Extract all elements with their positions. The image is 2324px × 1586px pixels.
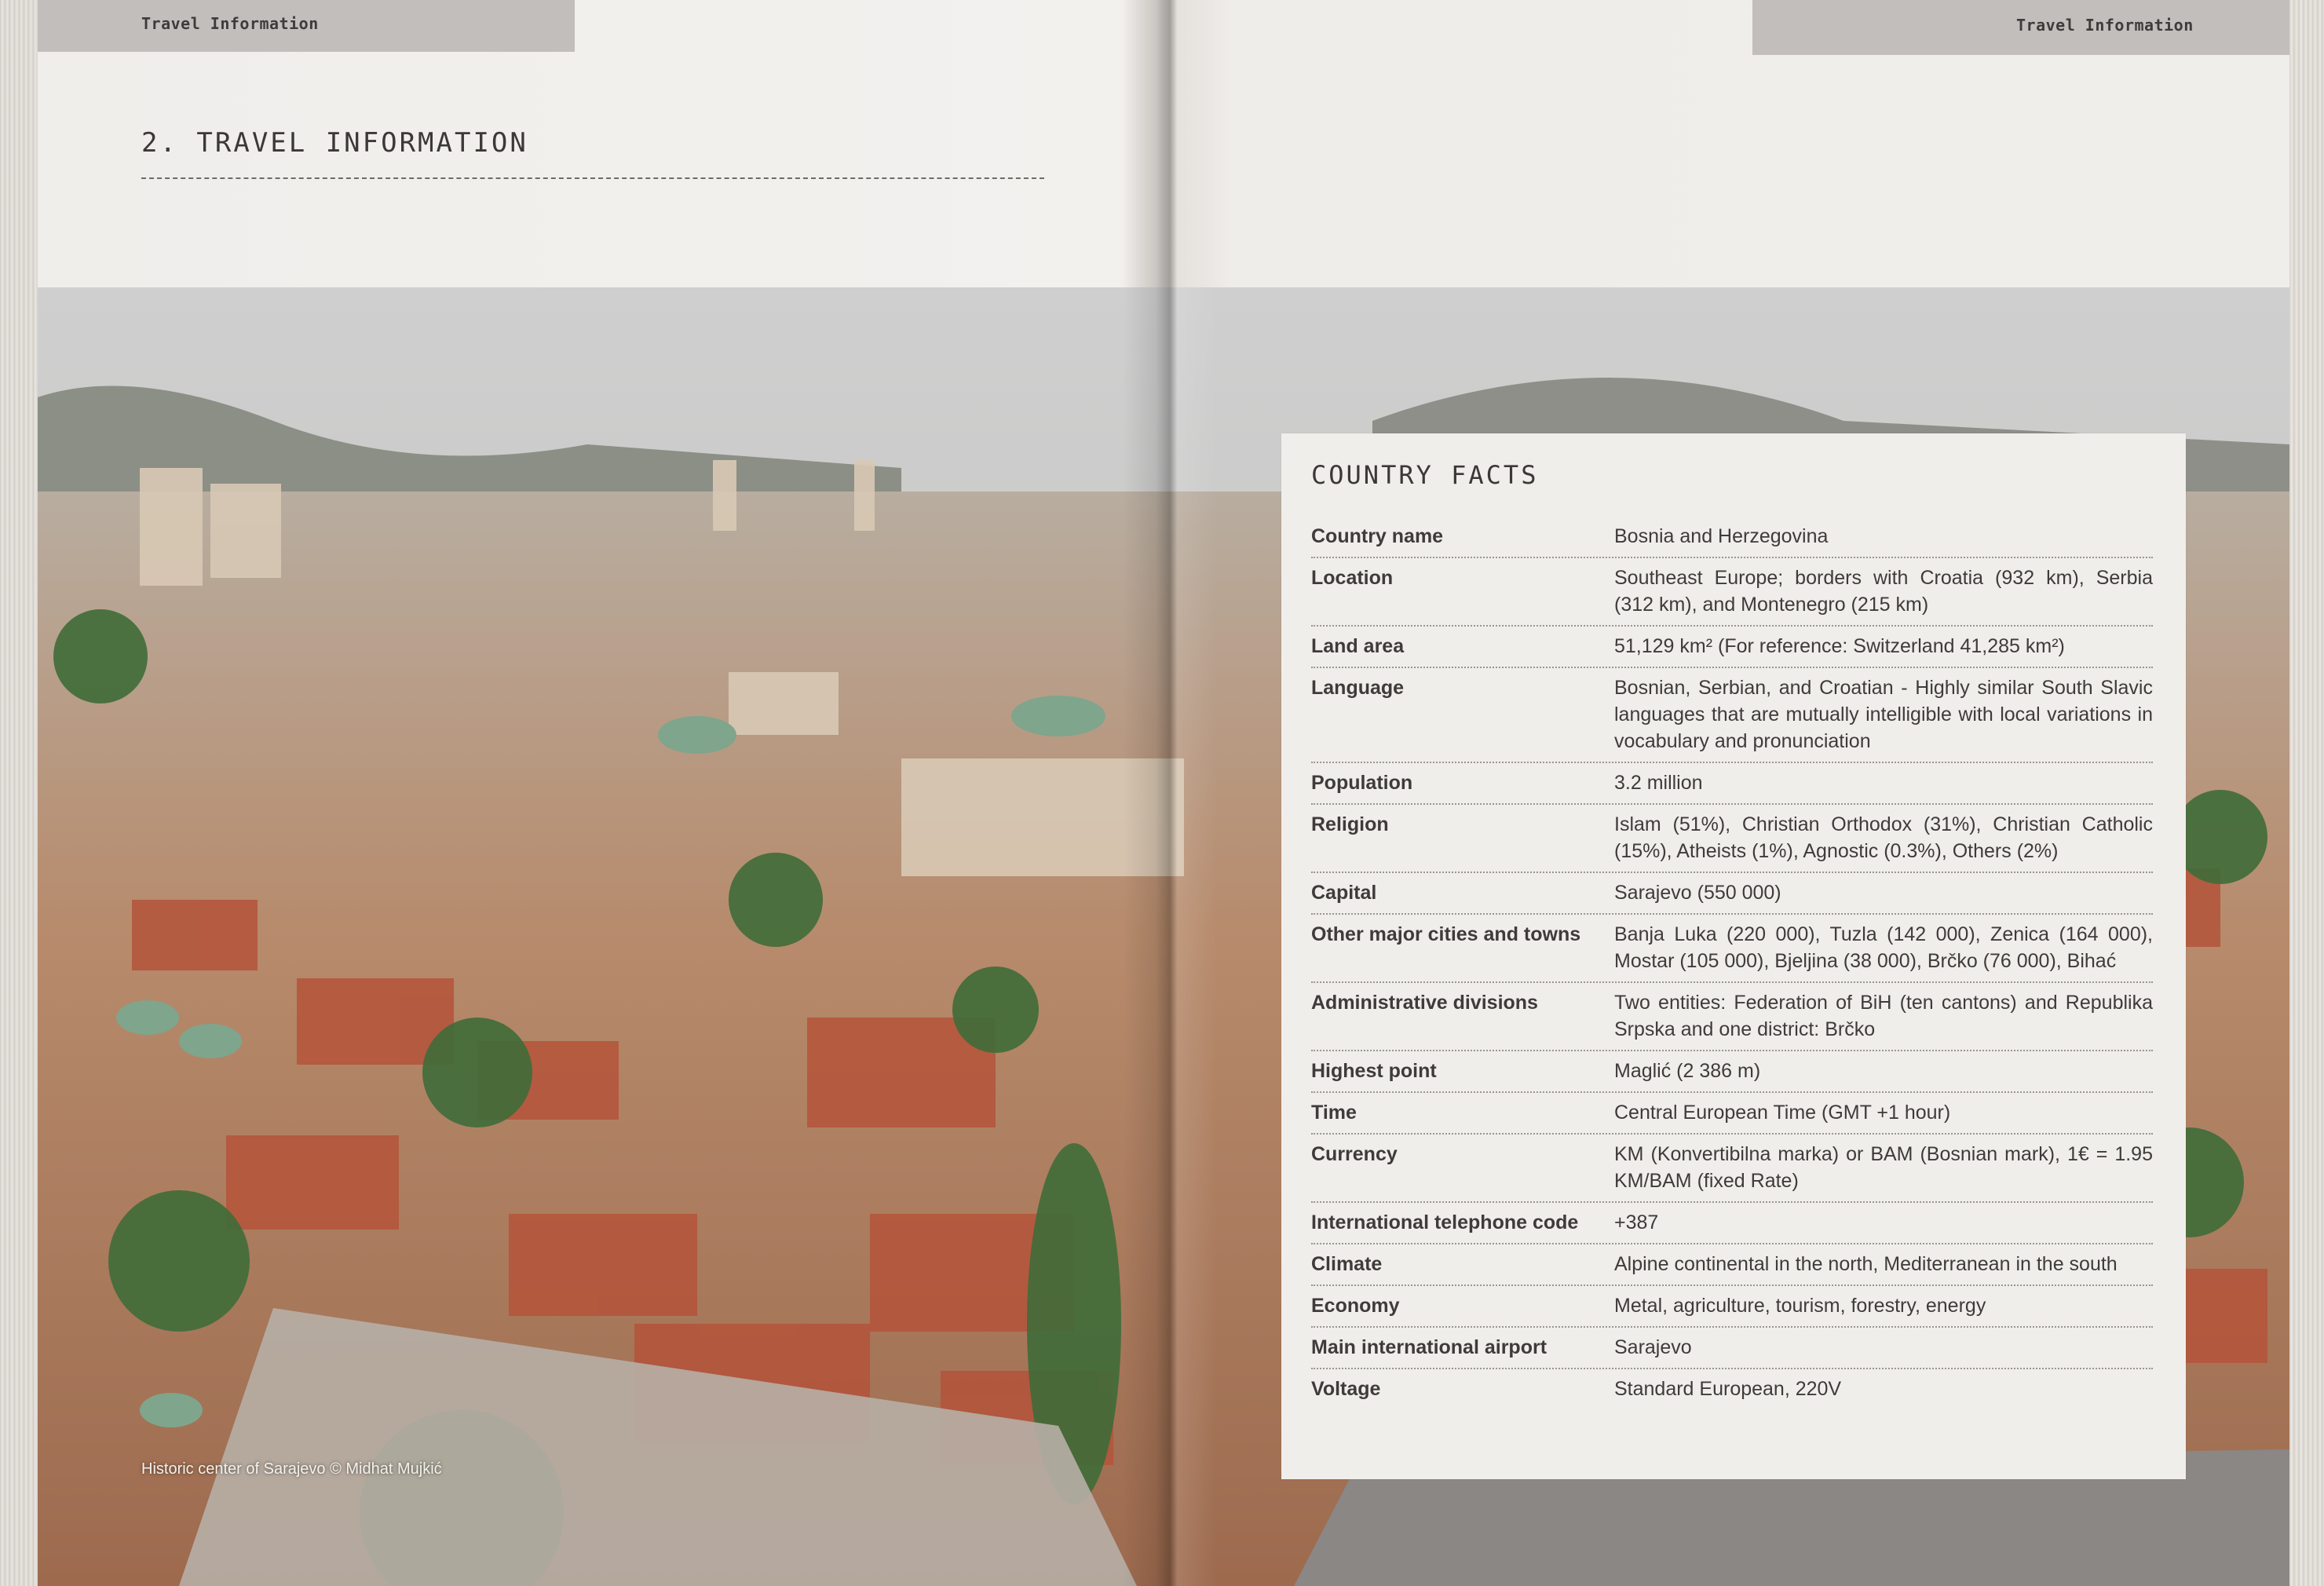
running-head-right: Travel Information bbox=[2016, 16, 2194, 35]
fact-label: Administrative divisions bbox=[1311, 992, 1538, 1014]
page-edge-left bbox=[0, 0, 38, 1586]
fact-row bbox=[1311, 558, 2153, 627]
fact-value: Islam (51%), Christian Orthodox (31%), Christian Catholic (15%), Atheists (1%), Agnostic (0.3%), Others (2%) bbox=[1614, 813, 2153, 862]
fact-label: Climate bbox=[1311, 1253, 1383, 1275]
fact-row bbox=[1311, 983, 2153, 1051]
fact-row bbox=[1311, 873, 2153, 915]
fact-value: Standard European, 220V bbox=[1614, 1378, 1842, 1400]
country-facts-table bbox=[1311, 517, 2153, 1409]
fact-value: Maglić (2 386 m) bbox=[1614, 1060, 1761, 1082]
fact-label: Religion bbox=[1311, 813, 1389, 835]
fact-row bbox=[1311, 1093, 2153, 1135]
fact-value: +387 bbox=[1614, 1211, 1659, 1233]
page-edge-right bbox=[2289, 0, 2324, 1586]
fact-label: Currency bbox=[1311, 1143, 1398, 1165]
section-title: 2. TRAVEL INFORMATION bbox=[141, 127, 528, 159]
running-head-right-bar bbox=[1752, 0, 2289, 55]
fact-label: Capital bbox=[1311, 882, 1377, 904]
fact-row bbox=[1311, 1203, 2153, 1244]
fact-row bbox=[1311, 668, 2153, 763]
fact-value: Banja Luka (220 000), Tuzla (142 000), Zenica (164 000), Mostar (105 000), Bjeljina (38 000), Brčko (76 000), Bihać bbox=[1614, 923, 2153, 972]
fact-label: Language bbox=[1311, 677, 1405, 699]
fact-label: International telephone code bbox=[1311, 1211, 1579, 1233]
fact-label: Main international airport bbox=[1311, 1336, 1548, 1358]
fact-row bbox=[1311, 805, 2153, 873]
fact-row bbox=[1311, 1369, 2153, 1409]
fact-value: 51,129 km² (For reference: Switzerland 41,285 km²) bbox=[1614, 635, 2065, 657]
fact-value: KM (Konvertibilna marka) or BAM (Bosnian mark), 1€ = 1.95 KM/BAM (fixed Rate) bbox=[1614, 1143, 2153, 1192]
fact-row bbox=[1311, 517, 2153, 558]
running-head-left: Travel Information bbox=[141, 14, 319, 33]
fact-value: Sarajevo (550 000) bbox=[1614, 882, 1781, 904]
fact-row bbox=[1311, 1244, 2153, 1286]
section-divider bbox=[141, 177, 1044, 179]
fact-row bbox=[1311, 627, 2153, 668]
fact-row bbox=[1311, 915, 2153, 983]
fact-value: Central European Time (GMT +1 hour) bbox=[1614, 1102, 1951, 1124]
fact-row bbox=[1311, 1135, 2153, 1203]
fact-value: Bosnian, Serbian, and Croatian - Highly similar South Slavic languages that are mutually intelligible with local variations in vocabulary and pronunciation bbox=[1614, 677, 2153, 752]
fact-row bbox=[1311, 763, 2153, 805]
fact-label: Other major cities and towns bbox=[1311, 923, 1581, 945]
fact-value: Southeast Europe; borders with Croatia (932 km), Serbia (312 km), and Montenegro (215 km) bbox=[1614, 567, 2153, 616]
fact-value: Bosnia and Herzegovina bbox=[1614, 525, 1829, 547]
fact-row bbox=[1311, 1051, 2153, 1093]
fact-label: Voltage bbox=[1311, 1378, 1381, 1400]
fact-row bbox=[1311, 1328, 2153, 1369]
photo-caption: Historic center of Sarajevo © Midhat Mujkić bbox=[141, 1460, 442, 1478]
fact-value: Two entities: Federation of BiH (ten cantons) and Republika Srpska and one district: Brčko bbox=[1614, 992, 2153, 1040]
fact-label: Land area bbox=[1311, 635, 1405, 657]
fact-value: Alpine continental in the north, Mediterranean in the south bbox=[1614, 1253, 2118, 1275]
running-head-left-bar bbox=[38, 0, 575, 52]
fact-label: Location bbox=[1311, 567, 1394, 589]
country-facts-panel bbox=[1281, 433, 2186, 1479]
fact-label: Economy bbox=[1311, 1295, 1400, 1317]
fact-value: 3.2 million bbox=[1614, 772, 1703, 794]
fact-value: Metal, agriculture, tourism, forestry, energy bbox=[1614, 1295, 1986, 1317]
fact-row bbox=[1311, 1286, 2153, 1328]
fact-label: Highest point bbox=[1311, 1060, 1437, 1082]
country-facts-title: COUNTRY FACTS bbox=[1311, 460, 1539, 490]
fact-label: Country name bbox=[1311, 525, 1444, 547]
fact-label: Population bbox=[1311, 772, 1413, 794]
fact-value: Sarajevo bbox=[1614, 1336, 1692, 1358]
fact-label: Time bbox=[1311, 1102, 1357, 1124]
